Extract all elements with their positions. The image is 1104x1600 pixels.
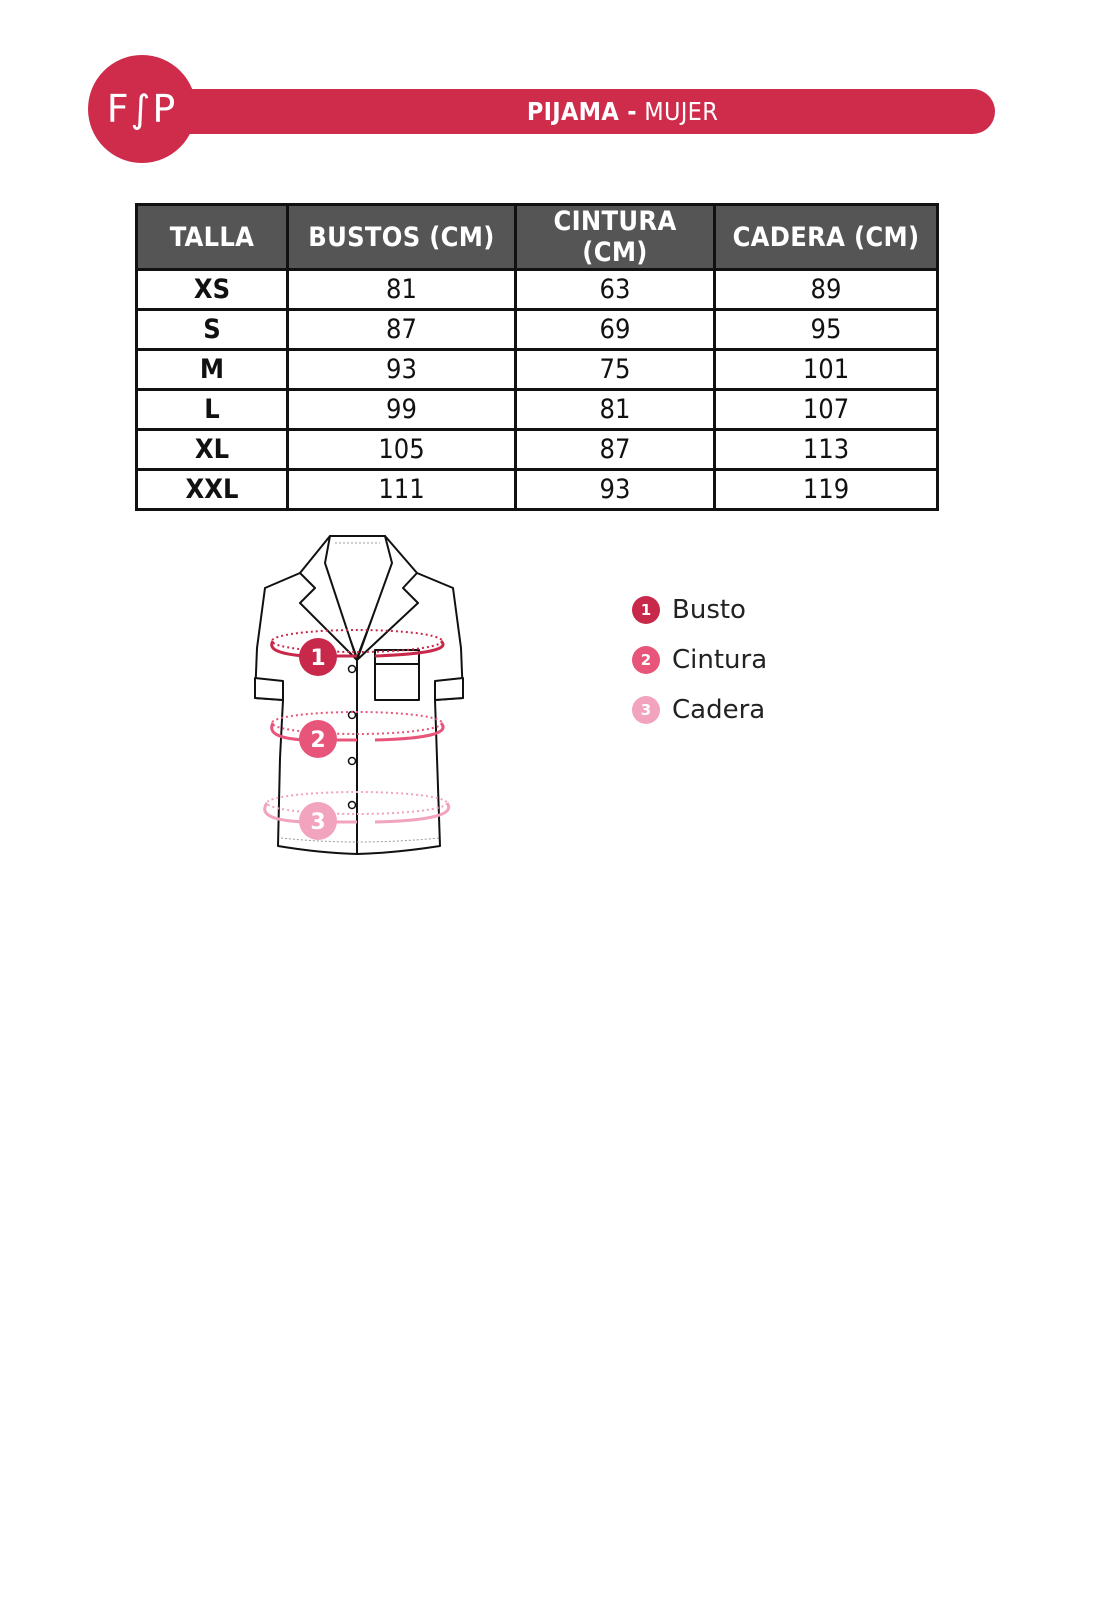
number-badge-icon: 3 (632, 696, 660, 724)
cell-cadera: 113 (715, 430, 938, 470)
table-row (137, 350, 938, 390)
legend-label: Busto (672, 595, 746, 625)
cell-cintura: 75 (516, 350, 715, 390)
cell-bustos: 81 (288, 270, 516, 310)
cell-talla: XXL (137, 470, 288, 510)
title-product: PIJAMA - (526, 97, 637, 126)
marker-busto (299, 638, 337, 676)
cell-talla: S (137, 310, 288, 350)
legend-label: Cintura (672, 645, 768, 675)
table-row (137, 470, 938, 510)
column-header-talla: TALLA (137, 205, 288, 270)
marker-cintura (299, 720, 337, 758)
table-row (137, 390, 938, 430)
cell-bustos: 105 (288, 430, 516, 470)
brand-logo-text: F∫P (106, 87, 178, 131)
cell-cadera: 107 (715, 390, 938, 430)
column-header-cintura: CINTURA (CM) (516, 205, 715, 270)
cell-cintura: 93 (516, 470, 715, 510)
table-row (137, 430, 938, 470)
legend-item-cintura (632, 635, 767, 685)
svg-text:2: 2 (310, 728, 326, 753)
cell-cintura: 63 (516, 270, 715, 310)
legend-item-cadera (632, 685, 767, 735)
marker-cadera (299, 802, 337, 840)
column-header-bustos: BUSTOS (CM) (288, 205, 516, 270)
cell-talla: XL (137, 430, 288, 470)
cell-cintura: 87 (516, 430, 715, 470)
cell-cadera: 101 (715, 350, 938, 390)
title-gender: MUJER (644, 97, 719, 126)
page-title (150, 89, 995, 134)
table-row (137, 270, 938, 310)
number-badge-icon: 2 (632, 646, 660, 674)
measurement-legend (632, 585, 767, 735)
size-chart-table (135, 203, 939, 511)
svg-text:1: 1 (310, 646, 326, 671)
cell-cadera: 95 (715, 310, 938, 350)
legend-label: Cadera (672, 695, 766, 725)
table-header-row (137, 205, 938, 270)
pajama-shirt-illustration (245, 528, 475, 863)
number-badge-icon: 1 (632, 596, 660, 624)
cell-cintura: 81 (516, 390, 715, 430)
cell-bustos: 93 (288, 350, 516, 390)
cell-cadera: 119 (715, 470, 938, 510)
cell-bustos: 99 (288, 390, 516, 430)
svg-text:3: 3 (310, 810, 326, 835)
cell-cadera: 89 (715, 270, 938, 310)
cell-talla: L (137, 390, 288, 430)
cell-bustos: 87 (288, 310, 516, 350)
cell-cintura: 69 (516, 310, 715, 350)
legend-item-busto (632, 585, 767, 635)
brand-logo (88, 55, 196, 163)
cell-talla: XS (137, 270, 288, 310)
title-banner (150, 89, 995, 134)
table-row (137, 310, 938, 350)
cell-bustos: 111 (288, 470, 516, 510)
cell-talla: M (137, 350, 288, 390)
column-header-cadera: CADERA (CM) (715, 205, 938, 270)
